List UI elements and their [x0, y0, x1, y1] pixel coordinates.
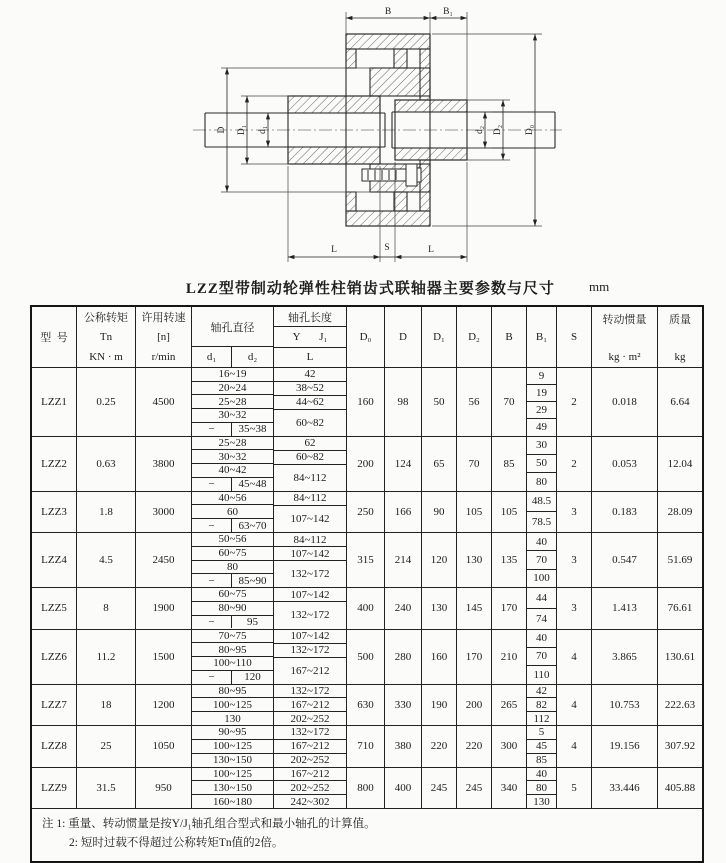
model-cell: LZZ3	[32, 492, 77, 533]
B1-cell: 112	[533, 712, 550, 725]
bore-d2-cell: 63~70	[238, 519, 267, 532]
header-inertia-label: 转动惯量	[602, 314, 647, 326]
header-bore-length-label: 轴孔长度	[274, 307, 346, 327]
D-cell: 330	[385, 685, 422, 726]
bore-length-cell: 62	[274, 437, 346, 451]
header-torque	[77, 307, 136, 367]
D0-cell: 710	[347, 726, 385, 767]
header-D2: D₂	[457, 307, 492, 367]
bore-d1-cell: −	[192, 616, 232, 629]
model-cell: LZZ9	[32, 768, 77, 809]
header-S: S	[557, 307, 592, 367]
B1-column	[527, 768, 557, 809]
S-cell: 4	[557, 630, 592, 684]
B1-cell: 40	[527, 533, 556, 551]
speed-cell: 3000	[136, 492, 192, 533]
B1-cell: 48.5	[527, 492, 556, 513]
header-D0: D₀	[347, 307, 385, 367]
B-cell: 265	[492, 685, 527, 726]
inertia-cell: 0.018	[592, 368, 658, 436]
bore-subrow: 60~75	[192, 547, 273, 561]
header-d2: d₂	[247, 351, 258, 364]
speed-cell: 2450	[136, 533, 192, 587]
dim-label-L-right: L	[428, 245, 434, 255]
bore-subrow: 130	[224, 712, 241, 725]
header-torque-line1: 公称转矩	[84, 312, 128, 324]
note-line-2: 2: 短时过载不得超过公称转矩Tn值的2倍。	[69, 836, 284, 849]
D1-cell: 50	[422, 368, 457, 436]
B1-cell: 30	[527, 437, 556, 455]
D0-cell: 315	[347, 533, 385, 587]
bore-diameter-column	[192, 768, 274, 809]
bore-length-cell: 132~172	[290, 568, 330, 580]
B1-cell: 70	[527, 551, 556, 569]
bore-subrow: 130~150	[213, 754, 252, 767]
bore-length-cell: 44~62	[274, 396, 346, 410]
header-d1: d₁	[192, 347, 232, 367]
D0-cell: 200	[347, 437, 385, 491]
header-B: B	[492, 307, 527, 367]
B-cell: 300	[492, 726, 527, 767]
B1-cell: 85	[536, 754, 547, 767]
dim-label-B: B	[384, 7, 392, 17]
note-line-1: 注 1: 重量、转动惯量是按Y/J₁轴孔组合型式和最小轴孔的计算值。	[42, 818, 376, 830]
bore-d2-cell: 95	[247, 616, 258, 629]
model-cell: LZZ1	[32, 368, 77, 436]
coupling-cross-section-drawing	[0, 0, 726, 272]
bore-subrow	[192, 574, 273, 587]
drawing-svg	[0, 0, 726, 272]
B1-cell: 5	[527, 726, 556, 740]
table-row	[32, 726, 702, 768]
bore-subrow: 100~125	[192, 698, 273, 712]
header-mass-unit: kg	[674, 351, 686, 363]
D-cell: 280	[385, 630, 422, 684]
bore-diameter-column	[192, 588, 274, 629]
B1-cell: 78.5	[531, 516, 552, 529]
header-torque-line3: KN · m	[89, 351, 123, 363]
D1-cell: 90	[422, 492, 457, 533]
D-cell: 240	[385, 588, 422, 629]
bore-subrow: 25~28	[192, 395, 273, 409]
dim-label-L-left: L	[331, 245, 337, 255]
B1-column	[527, 588, 557, 629]
header-j1: J₁	[319, 330, 328, 343]
torque-cell: 31.5	[77, 768, 136, 809]
D-cell: 124	[385, 437, 422, 491]
D1-cell: 120	[422, 533, 457, 587]
header-mass	[658, 307, 702, 367]
bore-subrow	[192, 519, 273, 532]
S-cell: 3	[557, 492, 592, 533]
bore-length-cell: 42	[274, 368, 346, 382]
header-speed	[136, 307, 192, 367]
D0-cell: 250	[347, 492, 385, 533]
bore-subrow: 90~95	[192, 726, 273, 740]
bore-length-column	[274, 685, 347, 726]
B-cell: 210	[492, 630, 527, 684]
S-cell: 2	[557, 437, 592, 491]
dim-label-B1: B₁	[443, 7, 453, 17]
bore-length-cell: 107~142	[290, 512, 330, 525]
B-cell: 135	[492, 533, 527, 587]
bore-length-column	[274, 768, 347, 809]
B1-column	[527, 685, 557, 726]
table-row	[32, 630, 702, 685]
D0-cell: 160	[347, 368, 385, 436]
header-bore-diameter-label: 轴孔直径	[192, 307, 273, 347]
bore-d2-cell: 45~48	[238, 478, 267, 491]
S-cell: 3	[557, 588, 592, 629]
mass-cell: 76.61	[667, 602, 693, 615]
bore-subrow: 130~150	[192, 781, 273, 795]
torque-cell: 8	[77, 588, 136, 629]
D0-cell: 400	[347, 588, 385, 629]
B-cell: 105	[492, 492, 527, 533]
bore-length-cell: 84~112	[274, 492, 346, 506]
bore-d1-cell: −	[192, 574, 232, 587]
bore-length-cell: 84~112	[293, 471, 327, 484]
bore-length-cell: 107~142	[274, 547, 346, 561]
mass-cell: 222.63	[664, 698, 696, 711]
bore-subrow	[192, 423, 273, 436]
speed-cell: 1900	[136, 588, 192, 629]
B1-cell: 44	[527, 588, 556, 609]
inertia-cell: 19.156	[592, 726, 658, 767]
table-row	[32, 533, 702, 588]
bore-length-cell: 60~82	[274, 451, 346, 465]
dim-label-D2: D₂	[493, 124, 503, 136]
header-bore-diameter-subcols	[192, 347, 273, 367]
speed-cell: 950	[136, 768, 192, 809]
header-yj1	[274, 327, 346, 347]
bore-length-cell: 202~252	[290, 754, 330, 767]
B1-cell: 82	[527, 698, 556, 712]
bore-length-cell: 107~142	[274, 588, 346, 602]
speed-cell: 1050	[136, 726, 192, 767]
bore-subrow: 30~32	[192, 450, 273, 464]
torque-cell: 1.8	[77, 492, 136, 533]
D-cell: 98	[385, 368, 422, 436]
bore-subrow: 60~75	[192, 588, 273, 602]
bore-length-cell: 132~172	[274, 644, 346, 658]
header-model: 型 号	[32, 307, 77, 367]
model-cell: LZZ2	[32, 437, 77, 491]
bore-length-cell: 167~212	[274, 768, 346, 782]
table-row	[32, 685, 702, 727]
mass-cell: 307.92	[664, 740, 696, 753]
table-row	[32, 768, 702, 810]
bore-length-column	[274, 533, 347, 587]
inertia-cell: 1.413	[592, 588, 658, 629]
bore-diameter-column	[192, 437, 274, 491]
bore-d1-cell: −	[192, 478, 232, 491]
spec-table	[30, 305, 704, 863]
D-cell: 214	[385, 533, 422, 587]
B1-cell: 42	[527, 685, 556, 699]
B-cell: 170	[492, 588, 527, 629]
header-D: D	[385, 307, 422, 367]
bore-subrow: 70~75	[192, 630, 273, 644]
B-cell: 340	[492, 768, 527, 809]
bore-length-cell: 132~172	[290, 609, 330, 622]
bore-subrow	[192, 671, 273, 684]
unit-label: mm	[589, 279, 610, 294]
bore-length-cell: 167~212	[274, 698, 346, 712]
dim-label-d1: d₁	[258, 125, 268, 135]
D2-cell: 130	[457, 533, 492, 587]
bore-length-cell: 107~142	[274, 630, 346, 644]
mass-cell: 51.69	[667, 554, 693, 566]
header-torque-line2: Tn	[99, 331, 113, 343]
D0-cell: 800	[347, 768, 385, 809]
speed-cell: 3800	[136, 437, 192, 491]
bore-diameter-column	[192, 726, 274, 767]
header-inertia-unit: kg · m²	[608, 351, 641, 363]
D1-cell: 190	[422, 685, 457, 726]
bore-subrow: 160~180	[213, 795, 252, 808]
table-row	[32, 368, 702, 437]
bore-length-cell: 84~112	[274, 533, 346, 547]
bore-subrow: 60	[192, 505, 273, 519]
inertia-cell: 0.547	[592, 533, 658, 587]
bore-length-cell: 167~212	[290, 664, 330, 677]
B1-cell: 130	[533, 795, 550, 808]
D0-cell: 630	[347, 685, 385, 726]
mass-cell: 12.04	[667, 457, 693, 470]
bore-d1-cell: −	[192, 423, 232, 436]
bore-subrow: 30~32	[192, 409, 273, 423]
bore-length-cell: 38~52	[274, 382, 346, 396]
dim-label-D1: D₁	[237, 124, 247, 136]
B1-cell: 19	[527, 385, 556, 402]
bore-subrow: 80~95	[192, 685, 273, 699]
bore-diameter-column	[192, 685, 274, 726]
D2-cell: 245	[457, 768, 492, 809]
bore-subrow: 100~125	[192, 768, 273, 782]
bore-length-cell: 167~212	[274, 740, 346, 754]
mass-cell: 6.64	[670, 395, 690, 408]
bore-subrow: 80~95	[192, 643, 273, 657]
B1-column	[527, 726, 557, 767]
bore-subrow	[192, 616, 273, 629]
table-row	[32, 588, 702, 630]
B1-cell: 9	[527, 368, 556, 385]
B1-cell: 49	[536, 421, 547, 434]
D-cell: 166	[385, 492, 422, 533]
bore-subrow: 40~42	[192, 464, 273, 478]
header-speed-line2: [n]	[157, 331, 170, 343]
model-cell: LZZ7	[32, 685, 77, 726]
inertia-cell: 33.446	[592, 768, 658, 809]
header-D1: D₁	[422, 307, 457, 367]
bore-subrow: 20~24	[192, 382, 273, 396]
bore-subrow: 100~125	[192, 740, 273, 754]
D2-cell: 200	[457, 685, 492, 726]
D2-cell: 70	[457, 437, 492, 491]
mass-cell: 405.88	[664, 781, 696, 794]
D0-cell: 500	[347, 630, 385, 684]
bore-diameter-column	[192, 368, 274, 436]
bore-d1-cell: −	[192, 519, 232, 532]
bore-diameter-column	[192, 630, 274, 684]
bore-d2-cell: 85~90	[238, 574, 267, 587]
S-cell: 4	[557, 685, 592, 726]
B1-cell: 74	[536, 612, 547, 625]
B1-cell: 29	[527, 402, 556, 419]
table-notes	[32, 809, 702, 861]
B1-cell: 40	[527, 768, 556, 782]
table-row	[32, 492, 702, 534]
torque-cell: 25	[77, 726, 136, 767]
bore-subrow: 100~110	[192, 657, 273, 671]
model-cell: LZZ6	[32, 630, 77, 684]
header-B1: B₁	[527, 307, 557, 367]
B-cell: 70	[492, 368, 527, 436]
S-cell: 4	[557, 726, 592, 767]
model-cell: LZZ5	[32, 588, 77, 629]
inertia-cell: 3.865	[592, 630, 658, 684]
S-cell: 2	[557, 368, 592, 436]
header-mass-label: 质量	[669, 314, 691, 326]
bore-subrow: 25~28	[192, 437, 273, 451]
torque-cell: 18	[77, 685, 136, 726]
bore-length-cell: 60~82	[296, 416, 324, 429]
B1-cell: 100	[533, 572, 550, 585]
D1-cell: 245	[422, 768, 457, 809]
dim-label-d2: d₂	[475, 125, 485, 135]
bore-d2-cell: 120	[244, 671, 261, 684]
B1-cell: 110	[533, 668, 550, 681]
D2-cell: 220	[457, 726, 492, 767]
bore-diameter-column	[192, 533, 274, 587]
D2-cell: 105	[457, 492, 492, 533]
header-speed-line3: r/min	[151, 351, 176, 363]
model-cell: LZZ8	[32, 726, 77, 767]
speed-cell: 4500	[136, 368, 192, 436]
header-speed-line1: 许用转速	[141, 312, 186, 324]
D1-cell: 220	[422, 726, 457, 767]
bore-length-cell: 202~252	[290, 712, 330, 725]
dim-label-S: S	[384, 243, 390, 253]
B1-column	[527, 492, 557, 533]
bore-length-column	[274, 630, 347, 684]
speed-cell: 1200	[136, 685, 192, 726]
torque-cell: 0.25	[77, 368, 136, 436]
speed-cell: 1500	[136, 630, 192, 684]
bore-subrow: 40~56	[192, 492, 273, 506]
table-header	[32, 307, 702, 368]
B1-cell: 45	[527, 740, 556, 754]
header-l: L	[306, 351, 314, 364]
bore-subrow: 80	[192, 561, 273, 575]
header-bore-length	[274, 307, 347, 367]
bore-length-column	[274, 492, 347, 533]
D2-cell: 56	[457, 368, 492, 436]
D1-cell: 130	[422, 588, 457, 629]
model-cell: LZZ4	[32, 533, 77, 587]
bore-length-cell: 202~252	[274, 781, 346, 795]
B1-cell: 80	[527, 781, 556, 795]
torque-cell: 0.63	[77, 437, 136, 491]
dim-label-D: D	[217, 126, 227, 134]
inertia-cell: 0.053	[592, 437, 658, 491]
mass-cell: 130.61	[664, 650, 696, 663]
S-cell: 5	[557, 768, 592, 809]
bore-length-column	[274, 368, 347, 436]
D-cell: 380	[385, 726, 422, 767]
D-cell: 400	[385, 768, 422, 809]
page-title: LZZ型带制动轮弹性柱销齿式联轴器主要参数与尺寸	[185, 281, 555, 297]
B1-column	[527, 368, 557, 436]
B1-cell: 40	[527, 630, 556, 648]
bore-subrow: 80~90	[192, 602, 273, 616]
header-bore-diameter	[192, 307, 274, 367]
B1-column	[527, 533, 557, 587]
bore-length-column	[274, 437, 347, 491]
bore-length-cell: 132~172	[274, 726, 346, 740]
B1-cell: 80	[536, 475, 547, 488]
dim-label-D0: D₀	[525, 124, 535, 136]
bore-subrow: 50~56	[192, 533, 273, 547]
mass-cell: 28.09	[667, 505, 693, 518]
torque-cell: 11.2	[77, 630, 136, 684]
B1-cell: 70	[527, 648, 556, 666]
table-body	[32, 368, 702, 809]
header-inertia	[592, 307, 658, 367]
inertia-cell: 0.183	[592, 492, 658, 533]
bore-d1-cell: −	[192, 671, 232, 684]
D2-cell: 145	[457, 588, 492, 629]
bore-length-cell: 132~172	[274, 685, 346, 699]
bore-length-column	[274, 588, 347, 629]
D2-cell: 170	[457, 630, 492, 684]
S-cell: 3	[557, 533, 592, 587]
torque-cell: 4.5	[77, 533, 136, 587]
B-cell: 85	[492, 437, 527, 491]
bore-length-cell: 242~302	[290, 795, 330, 808]
title-bar	[0, 273, 726, 303]
B1-column	[527, 437, 557, 491]
table-row	[32, 437, 702, 492]
bore-length-column	[274, 726, 347, 767]
bore-d2-cell: 35~38	[238, 423, 267, 436]
D1-cell: 160	[422, 630, 457, 684]
bore-diameter-column	[192, 492, 274, 533]
bore-subrow: 16~19	[192, 368, 273, 382]
D1-cell: 65	[422, 437, 457, 491]
bore-subrow	[192, 478, 273, 491]
inertia-cell: 10.753	[592, 685, 658, 726]
B1-column	[527, 630, 557, 684]
header-y: Y	[292, 330, 301, 343]
B1-cell: 50	[527, 455, 556, 473]
